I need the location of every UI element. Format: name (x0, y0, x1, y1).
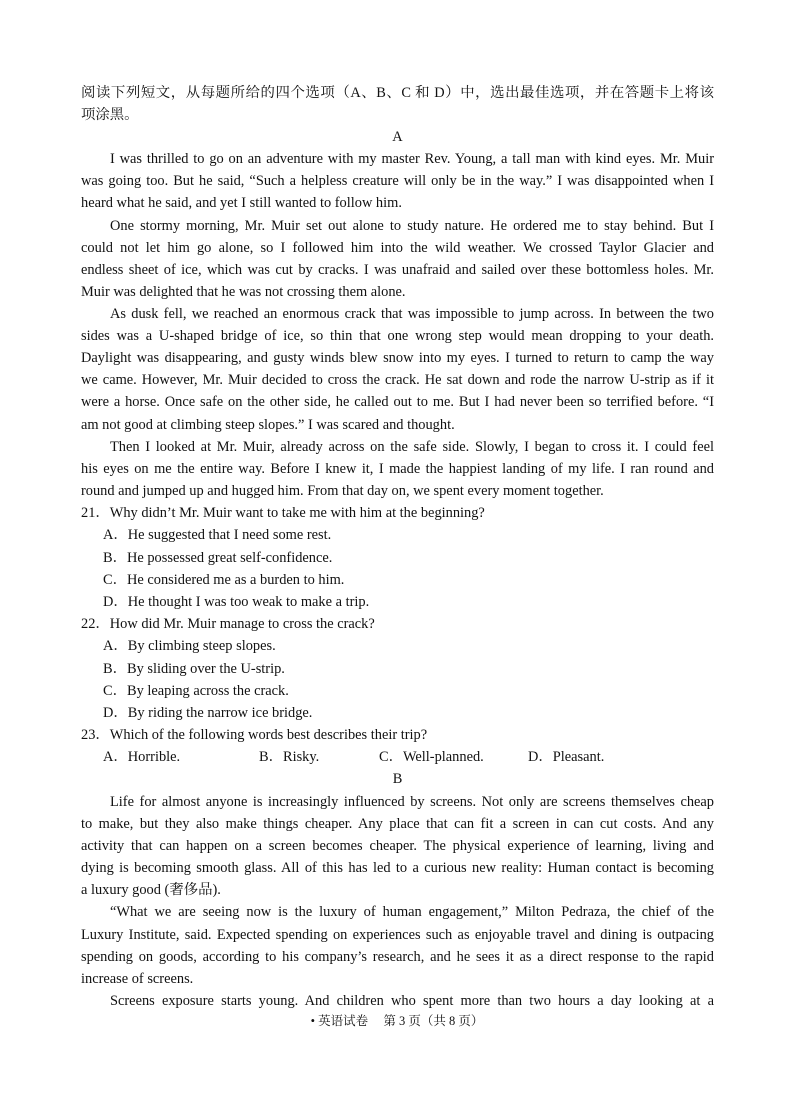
page-footer (0, 1012, 794, 1030)
passage-b-label: B (392, 771, 403, 787)
passage-a-line: we came. However, Mr. Muir decided to cross the crack. He sat down and rode the narrow U-strip as if it (81, 372, 714, 388)
answer-option: D．By riding the narrow ice bridge. (103, 705, 313, 721)
answer-options-row (81, 746, 714, 768)
passage-a-line: heard what he said, and yet I still wanted to follow him. (81, 195, 402, 211)
answer-option: B．He possessed great self-confidence. (103, 550, 333, 566)
passage-a-line: Daylight was disappearing, and gusty winds blew snow into my eyes. I turned to return to camp the way (81, 350, 714, 366)
question-stem: 23．Which of the following words best describes their trip? (81, 727, 428, 743)
passage-a-line: were a horse. Once safe on the other side, he called out to me. But I had never been so terrified before. “I (81, 394, 714, 410)
question-stem: 21．Why didn’t Mr. Muir want to take me with him at the beginning? (81, 505, 485, 521)
passage-a-line: As dusk fell, we reached an enormous crack that was impossible to jump across. In between the two (110, 306, 714, 322)
passage-b-line: Luxury Institute, said. Expected spending on experiences such as enjoyable travel and dining is outpacing (81, 927, 714, 943)
passage-b-line: a luxury good (奢侈品). (81, 882, 221, 898)
answer-option: D．Pleasant. (528, 749, 605, 765)
passage-a-line: Then I looked at Mr. Muir, already across on the safe side. Slowly, I began to cross it. I could feel (110, 439, 714, 455)
passage-a-label: A (392, 129, 403, 145)
passage-a-line: One stormy morning, Mr. Muir set out alone to study nature. He ordered me to stay behind. But I (110, 218, 714, 234)
answer-option: C．He considered me as a burden to him. (103, 572, 345, 588)
instructions-line: 阅读下列短文，从每题所给的四个选项（A、B、C 和 D）中，选出最佳选项，并在答题卡上将该 (81, 85, 714, 101)
answer-option: C．By leaping across the crack. (103, 683, 289, 699)
passage-b-line: increase of screens. (81, 971, 194, 987)
passage-b-line: to make, but they also make things cheaper. Any place that can fit a screen in can cut costs. And any (81, 816, 714, 832)
passage-b-line: “What we are seeing now is the luxury of human engagement,” Milton Pedraza, the chief of the (110, 904, 714, 920)
passage-a-line: sides was a U-shaped bridge of ice, so thin that one wrong step would mean dropping to your death. (81, 328, 714, 344)
passage-b-line: Screens exposure starts young. And children who spent more than two hours a day looking at a (110, 993, 714, 1009)
passage-a-line: endless sheet of ice, which was cut by cracks. I was unafraid and sailed over these bottomless holes. Mr. (81, 262, 714, 278)
passage-b-line: activity that can happen on a screen becomes cheaper. The physical experience of learning, living and (81, 838, 714, 854)
footer-page-number: 第 3 页（共 8 页） (383, 1014, 484, 1028)
passage-a-line: I was thrilled to go on an adventure with my master Rev. Young, a tall man with kind eyes. Mr. Muir (110, 151, 714, 167)
answer-option: D．He thought I was too weak to make a trip. (103, 594, 370, 610)
answer-option: B．Risky. (259, 749, 320, 765)
passage-a-line: could not let him go alone, so I followed him into the wild weather. We crossed Taylor Glacier and (81, 240, 714, 256)
answer-option: B．By sliding over the U-strip. (103, 661, 285, 677)
answer-option: C．Well-planned. (379, 749, 484, 765)
footer-subject: • 英语试卷 (310, 1014, 369, 1028)
passage-b-line: dying is becoming smooth glass. All of this has led to a curious new reality: Human contact is becoming (81, 860, 714, 876)
passage-a-line: Muir was delighted that he was not crossing them alone. (81, 284, 406, 300)
question-stem: 22．How did Mr. Muir manage to cross the crack? (81, 616, 375, 632)
answer-option: A．He suggested that I need some rest. (103, 527, 332, 543)
instructions-line: 项涂黑。 (81, 107, 139, 123)
answer-option: A．Horrible. (103, 749, 181, 765)
passage-a-line: was going too. But he said, “Such a helpless creature will only be in the way.” I was disappointed when I (81, 173, 714, 189)
passage-a-line: his eyes on me the entire way. Before I knew it, I made the happiest landing of my life. I ran round and (81, 461, 714, 477)
passage-b-line: spending on goods, according to his company’s research, and he sees it as a direct response to the rapid (81, 949, 714, 965)
passage-a-line: round and jumped up and hugged him. From that day on, we spent every moment together. (81, 483, 604, 499)
passage-a-line: am not good at climbing steep slopes.” I was scared and thought. (81, 417, 455, 433)
passage-b-line: Life for almost anyone is increasingly influenced by screens. Not only are screens themselves cheap (110, 794, 714, 810)
answer-option: A．By climbing steep slopes. (103, 638, 276, 654)
